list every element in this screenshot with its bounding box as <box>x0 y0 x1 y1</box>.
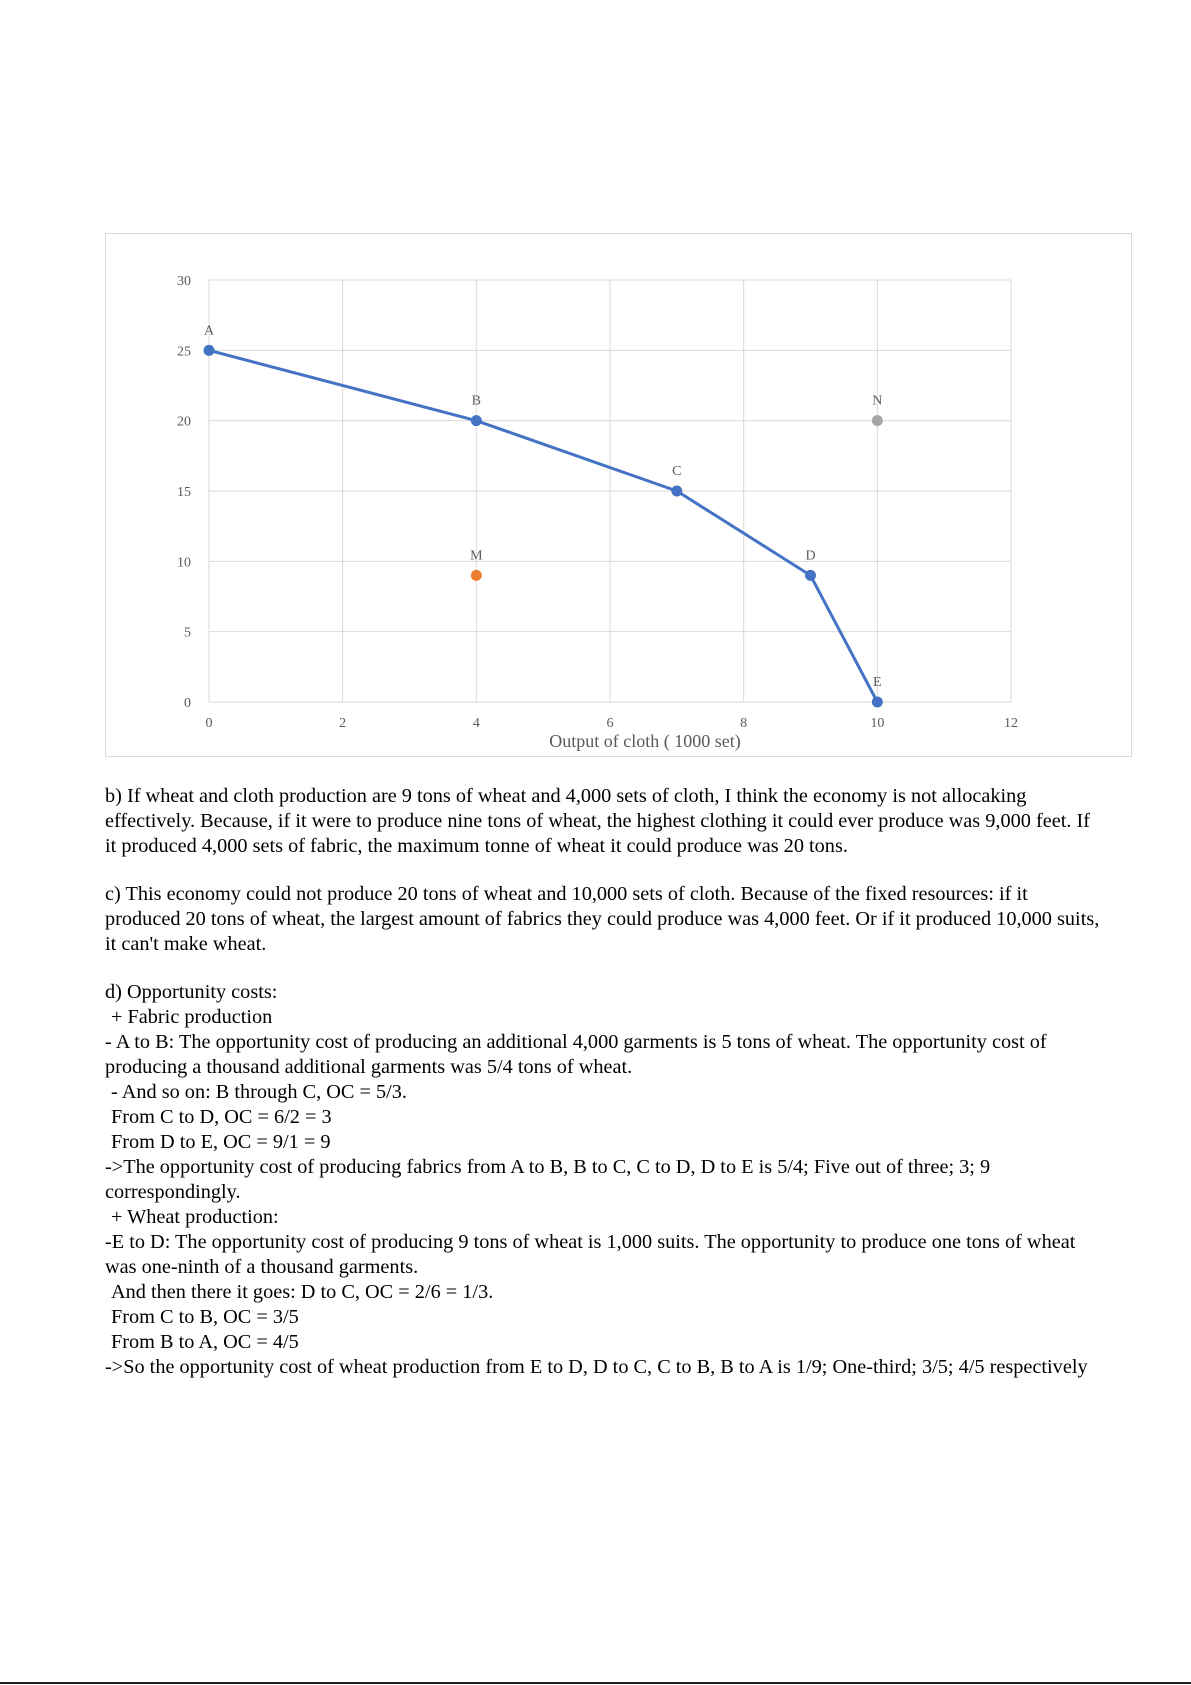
ppf-curve-line <box>209 350 877 702</box>
y-tick-label: 5 <box>184 625 191 641</box>
page-bottom-rule <box>0 1682 1191 1684</box>
paragraph-d-line: - And so on: B through C, OC = 5/3. <box>111 1081 407 1103</box>
paragraph-d-line: -E to D: The opportunity cost of producing 9 tons of wheat is 1,000 suits. The opportunity to produce one tons of wheat was one-ninth of a thousand garments. <box>105 1231 1076 1278</box>
paragraph-d-line: And then there it goes: D to C, OC = 2/6 = 1/3. <box>111 1281 494 1303</box>
point-label-m: M <box>470 548 483 564</box>
answer-text <box>105 784 1105 1380</box>
data-point-b <box>471 415 482 426</box>
y-tick-label: 20 <box>177 414 191 430</box>
y-tick-label: 30 <box>177 274 191 289</box>
data-point-m <box>471 570 482 581</box>
paragraph-d-line: d) Opportunity costs: <box>105 981 278 1003</box>
x-tick-label: 2 <box>339 716 347 731</box>
x-tick-label: 0 <box>205 716 213 731</box>
paragraph-d-line: From B to A, OC = 4/5 <box>111 1331 299 1353</box>
point-label-n: N <box>872 393 883 409</box>
point-label-a: A <box>203 323 215 339</box>
paragraph-d-line: ->So the opportunity cost of wheat production from E to D, D to C, C to B, B to A is 1/9; One-third; 3/5; 4/5 respectively <box>105 1356 1088 1378</box>
chart-frame <box>105 233 1132 757</box>
paragraph-d-line: + Wheat production: <box>111 1206 279 1228</box>
ppf-chart <box>106 234 1133 758</box>
paragraph-d-line: + Fabric production <box>111 1006 273 1028</box>
point-label-c: C <box>672 464 682 479</box>
paragraph-c: c) This economy could not produce 20 tons of wheat and 10,000 sets of cloth. Because of the fixed resources: if it produced 20 tons of wheat, the largest amount of fabrics they could produce was 4,000 feet. Or if it produced 10,000 suits, it can't make wheat. <box>105 883 1100 955</box>
tick-layer <box>177 274 1018 731</box>
data-point-e <box>872 697 883 708</box>
paragraph-d-line: - A to B: The opportunity cost of producing an additional 4,000 garments is 5 tons of wheat. The opportunity cost of producing a thousand additional garments was 5/4 tons of wheat. <box>105 1031 1047 1078</box>
point-layer <box>204 323 883 707</box>
point-label-b: B <box>471 393 482 409</box>
paragraph-d-line: From C to D, OC = 6/2 = 3 <box>111 1106 332 1128</box>
data-point-a <box>204 345 215 356</box>
y-tick-label: 10 <box>177 555 191 571</box>
paragraph-d-line: ->The opportunity cost of producing fabrics from A to B, B to C, C to D, D to E is 5/4; Five out of three; 3; 9 correspondingly. <box>105 1156 991 1203</box>
data-point-c <box>671 486 682 497</box>
grid-layer <box>209 280 1011 702</box>
point-label-e: E <box>873 675 882 690</box>
x-tick-label: 8 <box>740 716 748 731</box>
paragraph-b: b) If wheat and cloth production are 9 tons of wheat and 4,000 sets of cloth, I think the economy is not allocaking effectively. Because, if it were to produce nine tons of wheat, the highest clothing it could ever produce was 9,000 feet. If it produced 4,000 sets of fabric, the maximum tonne of wheat it could produce was 20 tons. <box>105 785 1090 857</box>
x-tick-label: 10 <box>870 716 885 731</box>
y-tick-label: 25 <box>177 344 191 360</box>
x-tick-label: 6 <box>606 716 614 731</box>
data-point-d <box>805 570 816 581</box>
y-tick-label: 15 <box>177 485 191 500</box>
paragraph-d-line: From C to B, OC = 3/5 <box>111 1306 299 1328</box>
point-label-d: D <box>805 548 816 564</box>
y-tick-label: 0 <box>184 696 191 711</box>
x-tick-label: 12 <box>1004 716 1018 731</box>
paragraph-d-line: From D to E, OC = 9/1 = 9 <box>111 1131 331 1153</box>
data-point-n <box>872 415 883 426</box>
x-tick-label: 4 <box>472 716 480 731</box>
x-axis-label: Output of cloth ( 1000 set) <box>549 731 741 751</box>
